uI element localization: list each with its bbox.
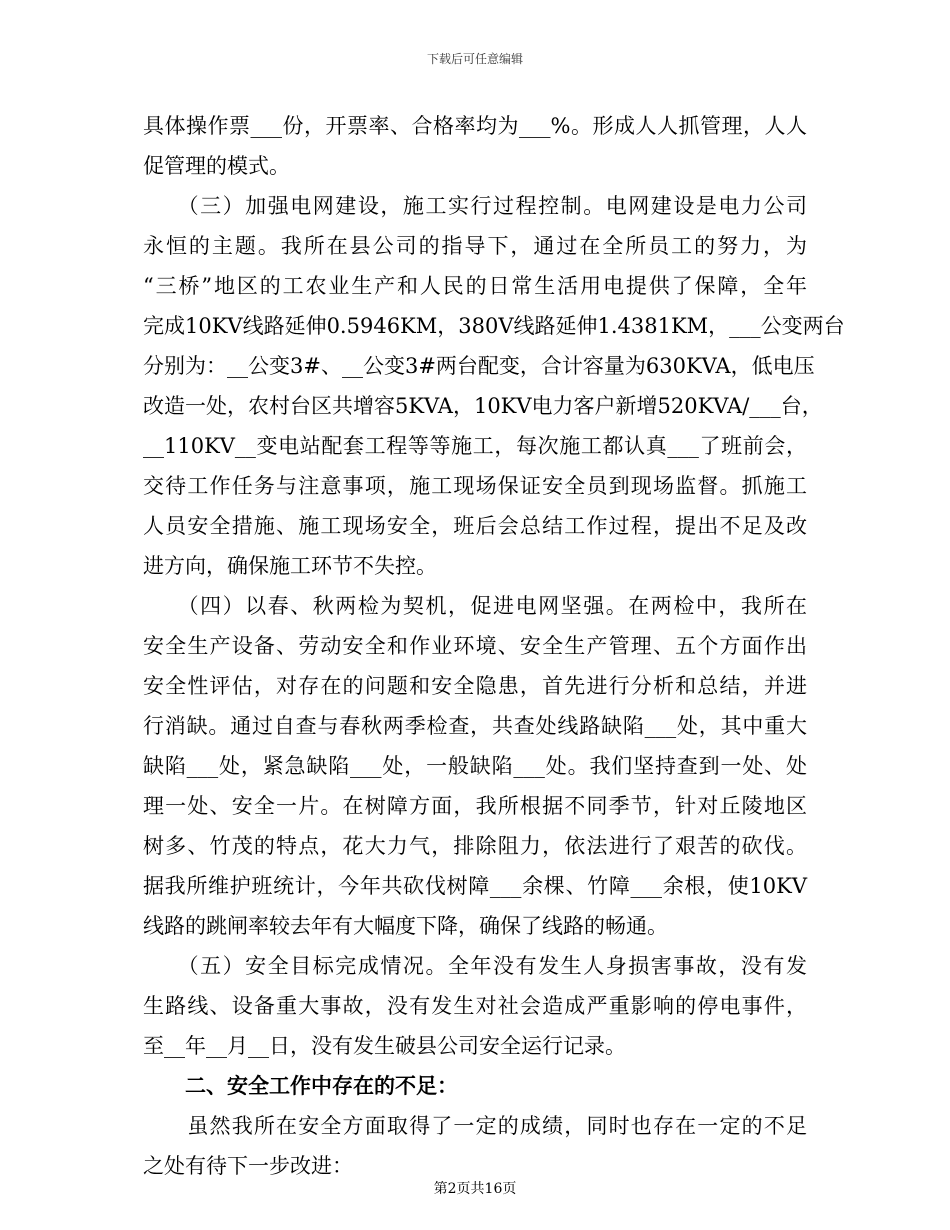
text-line: 进方向，确保施工环节不失控。 xyxy=(143,554,437,578)
section-heading: 二、安全工作中存在的不足： xyxy=(185,1073,458,1098)
text-line: （三）加强电网建设，施工实行过程控制。电网建设是电力公司 xyxy=(143,194,807,218)
text-line: 永恒的主题。我所在县公司的指导下，通过在全所员工的努力，为 xyxy=(143,234,807,258)
page-header: 下载后可任意编辑 xyxy=(426,52,523,66)
text-line: 分别为：__公变3#、__公变3#两台配变，合计容量为630KVA，低电压 xyxy=(143,354,815,378)
text-line: 具体操作票___份，开票率、合格率均为___%。形成人人抓管理，人人 xyxy=(143,114,807,138)
text-line: 至__年__月__日，没有发生破县公司安全运行记录。 xyxy=(143,1034,626,1058)
text-line: 树多、竹茂的特点，花大力气，排除阻力，依法进行了艰苦的砍伐。 xyxy=(143,834,807,858)
text-line: 促管理的模式。 xyxy=(143,154,290,178)
text-line: 改造一处，农村台区共增容5KVA，10KV电力客户新增520KVA/___台， xyxy=(143,394,823,418)
text-line: __110KV__变电站配套工程等等施工，每次施工都认真___了班前会， xyxy=(143,434,807,458)
text-line: 完成10KV线路延伸0.5946KM，380V线路延伸1.4381KM，___公变两台 xyxy=(143,314,845,338)
text-line: 据我所维护班统计，今年共砍伐树障___余棵、竹障___余根，使10KV xyxy=(143,874,807,898)
page-footer: 第2页共16页 xyxy=(433,1181,517,1197)
text-line: 安全生产设备、劳动安全和作业环境、安全生产管理、五个方面作出 xyxy=(143,634,807,658)
text-line: 人员安全措施、施工现场安全，班后会总结工作过程，提出不足及改 xyxy=(143,514,807,538)
text-line: “三桥”地区的工农业生产和人民的日常生活用电提供了保障，全年 xyxy=(143,274,807,298)
text-line: 缺陷___处，紧急缺陷___处，一般缺陷___处。我们坚持查到一处、处 xyxy=(143,754,807,778)
text-line: 行消缺。通过自查与春秋两季检查，共查处线路缺陷___处，其中重大 xyxy=(143,714,807,738)
text-line: 交待工作任务与注意事项，施工现场保证安全员到现场监督。抓施工 xyxy=(143,474,807,498)
document-body xyxy=(143,106,845,1186)
text-line: 之处有待下一步改进： xyxy=(143,1154,353,1178)
text-line: 虽然我所在安全方面取得了一定的成绩，同时也存在一定的不足 xyxy=(143,1114,807,1138)
text-line: 生路线、设备重大事故，没有发生对社会造成严重影响的停电事件， xyxy=(143,994,807,1018)
text-line: 安全性评估，对存在的问题和安全隐患，首先进行分析和总结，并进 xyxy=(143,674,807,698)
text-line: （五）安全目标完成情况。全年没有发生人身损害事故，没有发 xyxy=(143,954,807,978)
text-line: 理一处、安全一片。在树障方面，我所根据不同季节，针对丘陵地区 xyxy=(143,794,807,818)
text-line: （四）以春、秋两检为契机，促进电网坚强。在两检中，我所在 xyxy=(143,594,807,618)
text-line: 线路的跳闸率较去年有大幅度下降，确保了线路的畅通。 xyxy=(143,914,668,938)
